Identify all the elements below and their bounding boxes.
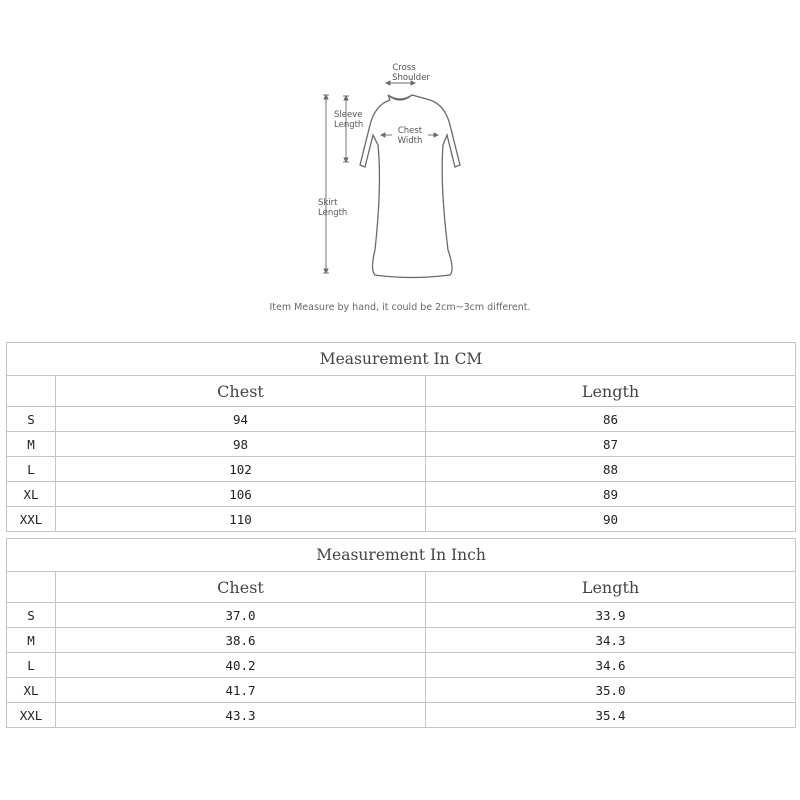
table-title: Measurement In Inch [7, 539, 796, 572]
chest-cell: 110 [56, 507, 426, 532]
table-row [7, 703, 796, 728]
measurement-table-cm [6, 342, 796, 532]
length-cell: 89 [426, 482, 796, 507]
chest-cell: 43.3 [56, 703, 426, 728]
chest-width-label-2: Width [397, 136, 423, 146]
table-row [7, 482, 796, 507]
chest-cell: 37.0 [56, 603, 426, 628]
chest-cell: 98 [56, 432, 426, 457]
table-row [7, 432, 796, 457]
dress-outline-illustration [300, 55, 500, 285]
column-header-length: Length [426, 572, 796, 603]
table-title: Measurement In CM [7, 343, 796, 376]
size-cell: L [7, 457, 56, 482]
cross-shoulder-label-1: Cross [392, 63, 416, 73]
size-cell: L [7, 653, 56, 678]
chest-cell: 40.2 [56, 653, 426, 678]
sleeve-length-label-2: Length [334, 120, 364, 130]
size-cell: XXL [7, 507, 56, 532]
skirt-length-label-1: Skirt [318, 198, 338, 208]
measurement-note: Item Measure by hand, it could be 2cm~3cm different. [269, 302, 531, 313]
size-cell: XL [7, 482, 56, 507]
length-cell: 34.6 [426, 653, 796, 678]
dress-outline [360, 95, 460, 278]
length-cell: 35.4 [426, 703, 796, 728]
header-size-cell [7, 572, 56, 603]
size-cell: XL [7, 678, 56, 703]
length-cell: 90 [426, 507, 796, 532]
measurement-table-inch [6, 538, 796, 728]
skirt-length-label-2: Length [318, 208, 348, 218]
table-row [7, 653, 796, 678]
column-header-length: Length [426, 376, 796, 407]
sleeve-length-label-1: Sleeve [334, 110, 363, 120]
table-row [7, 457, 796, 482]
size-cell: M [7, 432, 56, 457]
length-cell: 86 [426, 407, 796, 432]
table-row [7, 407, 796, 432]
chest-width-label-1: Chest [397, 126, 423, 136]
column-header-chest: Chest [56, 376, 426, 407]
dress-measurement-diagram [300, 55, 500, 285]
length-cell: 34.3 [426, 628, 796, 653]
table-row [7, 603, 796, 628]
length-cell: 88 [426, 457, 796, 482]
length-cell: 87 [426, 432, 796, 457]
table-row [7, 507, 796, 532]
chest-cell: 41.7 [56, 678, 426, 703]
size-cell: S [7, 407, 56, 432]
header-size-cell [7, 376, 56, 407]
neckline [388, 95, 412, 99]
chest-cell: 38.6 [56, 628, 426, 653]
length-cell: 33.9 [426, 603, 796, 628]
chest-cell: 94 [56, 407, 426, 432]
cross-shoulder-label-2: Shoulder [392, 73, 430, 83]
table-row [7, 678, 796, 703]
column-header-chest: Chest [56, 572, 426, 603]
chest-cell: 106 [56, 482, 426, 507]
length-cell: 35.0 [426, 678, 796, 703]
size-cell: S [7, 603, 56, 628]
size-cell: XXL [7, 703, 56, 728]
size-cell: M [7, 628, 56, 653]
table-row [7, 628, 796, 653]
chest-cell: 102 [56, 457, 426, 482]
